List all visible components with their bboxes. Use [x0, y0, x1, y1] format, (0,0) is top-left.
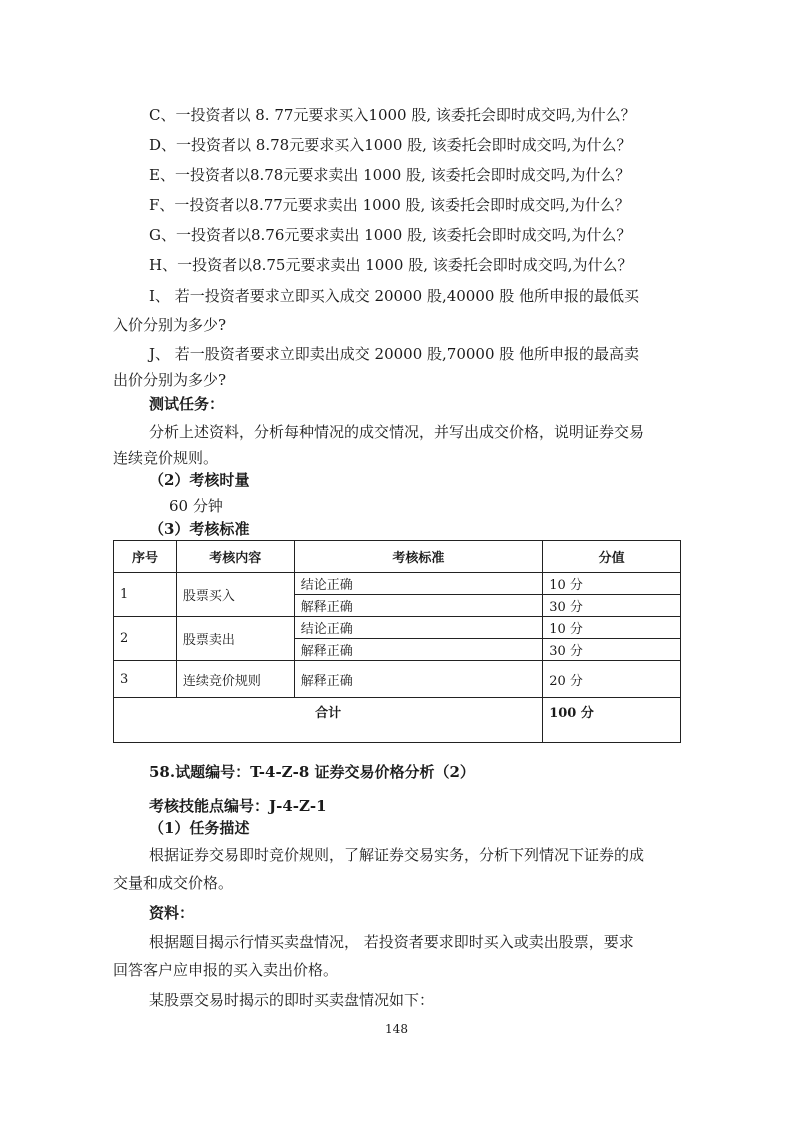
row-no: 1 [114, 573, 177, 617]
question-i: I、 若一投资者要求立即买入成交 20000 股,40000 股 他所申报的最低买 [149, 287, 639, 305]
exam-standard-heading: （3）考核标准 [149, 520, 250, 538]
question-c: C、一投资者以 8. 77元要求买入1000 股, 该委托会即时成交吗,为什么？ [149, 106, 636, 124]
question-f: F、一投资者以8.77元要求卖出 1000 股, 该委托会即时成交吗,为什么？ [149, 196, 630, 214]
question-d: D、一投资者以 8.78元要求买入1000 股, 该委托会即时成交吗,为什么？ [149, 136, 632, 154]
grading-table [113, 540, 681, 743]
row-no: 2 [114, 617, 177, 661]
table-total-row [114, 698, 681, 743]
table-row [114, 661, 681, 698]
row-score: 30 分 [543, 639, 681, 661]
table-row [114, 617, 681, 639]
material-text-continued: 回答客户应申报的买入卖出价格。 [113, 961, 339, 979]
question-title: 58.试题编号：T-4-Z-8 证券交易价格分析（2） [149, 763, 475, 781]
table-row [114, 573, 681, 595]
question-g: G、一投资者以8.76元要求卖出 1000 股, 该委托会即时成交吗,为什么？ [149, 226, 632, 244]
test-task-heading: 测试任务： [149, 395, 225, 413]
header-content: 考核内容 [176, 541, 294, 573]
question-i-continued: 入价分别为多少? [113, 316, 227, 334]
total-value: 100 分 [543, 698, 681, 743]
row-criteria: 解释正确 [294, 639, 543, 661]
row-score: 10 分 [543, 617, 681, 639]
task-description-text: 根据证券交易即时竞价规则，了解证券交易实务，分析下列情况下证券的成 [149, 846, 645, 864]
material-heading: 资料： [149, 904, 195, 922]
total-label: 合计 [114, 698, 543, 743]
header-no: 序号 [114, 541, 177, 573]
row-score: 20 分 [543, 661, 681, 698]
page-number: 148 [385, 1022, 408, 1036]
exam-time-heading: （2）考核时量 [149, 471, 250, 489]
table-header-row [114, 541, 681, 573]
task-description-heading: （1）任务描述 [149, 819, 250, 837]
question-e: E、一投资者以8.78元要求卖出 1000 股, 该委托会即时成交吗,为什么？ [149, 166, 631, 184]
row-criteria: 结论正确 [294, 573, 543, 595]
question-j: J、 若一股资者要求立即卖出成交 20000 股,70000 股 他所申报的最高卖 [149, 345, 640, 363]
row-score: 10 分 [543, 573, 681, 595]
header-criteria: 考核标准 [294, 541, 543, 573]
question-h: H、一投资者以8.75元要求卖出 1000 股, 该委托会即时成交吗,为什么？ [149, 256, 633, 274]
test-task-text-continued: 连续竞价规则。 [113, 449, 219, 467]
row-content: 连续竞价规则 [176, 661, 294, 698]
header-score: 分值 [543, 541, 681, 573]
row-no: 3 [114, 661, 177, 698]
test-task-text: 分析上述资料，分析每种情况的成交情况，并写出成交价格，说明证券交易 [149, 423, 645, 441]
question-j-continued: 出价分别为多少? [113, 371, 227, 389]
quote-intro: 某股票交易时揭示的即时买卖盘情况如下： [149, 991, 435, 1009]
row-score: 30 分 [543, 595, 681, 617]
row-criteria: 结论正确 [294, 617, 543, 639]
skill-point-code: 考核技能点编号：J-4-Z-1 [149, 797, 327, 815]
exam-time-value: 60 分钟 [169, 497, 223, 515]
material-text: 根据题目揭示行情买卖盘情况， 若投资者要求即时买入或卖出股票，要求 [149, 933, 634, 951]
row-content: 股票卖出 [176, 617, 294, 661]
row-criteria: 解释正确 [294, 595, 543, 617]
row-criteria: 解释正确 [294, 661, 543, 698]
row-content: 股票买入 [176, 573, 294, 617]
task-description-text-continued: 交量和成交价格。 [113, 874, 234, 892]
